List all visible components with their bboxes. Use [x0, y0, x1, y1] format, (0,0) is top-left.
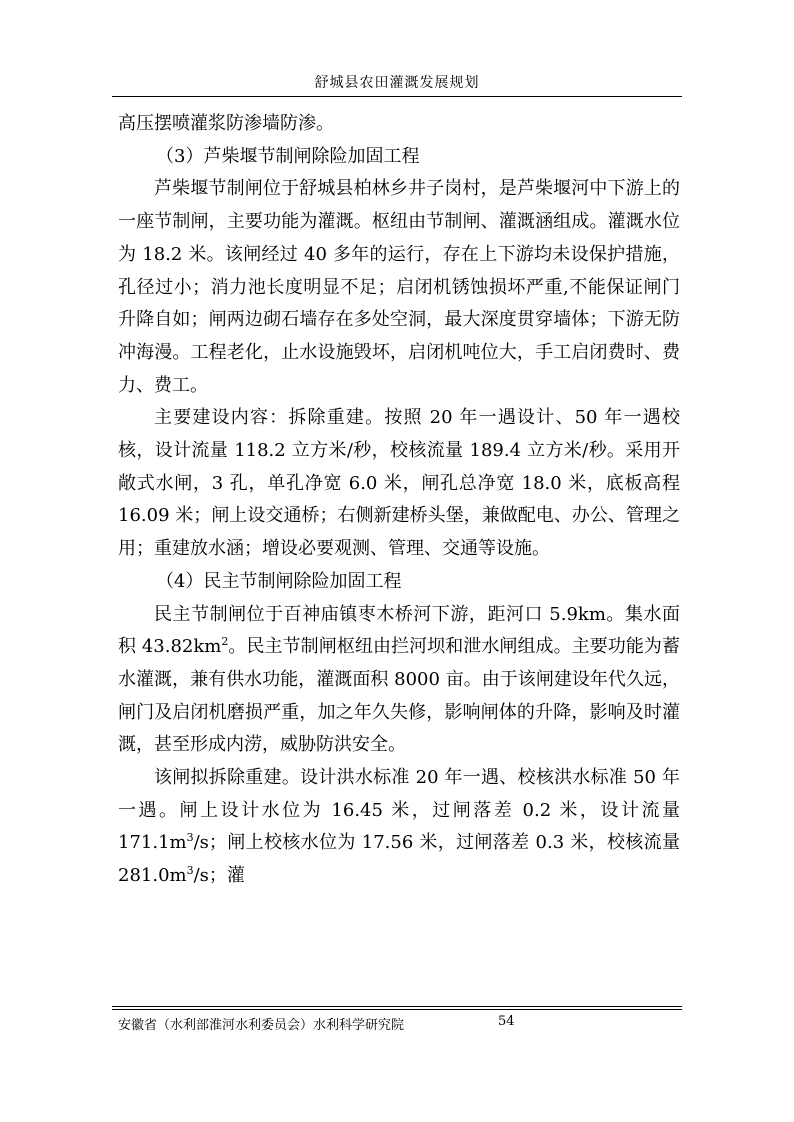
paragraph-lucaiyan-construction: 主要建设内容：拆除重建。按照 20 年一遇设计、50 年一遇校核，设计流量 118.2 立方米/秒，校核流量 189.4 立方米/秒。采用开敞式水闸，3 孔，单孔净宽 6.0 米，闸孔总净宽 18.0 米，底板高程 16.09 米；闸上设交通桥；右侧新建桥头堡，兼做配电、办公、管理之用；重建放水涵；增设必要观测、管理、交通等设施。 — [118, 407, 680, 560]
paragraph-minzhu-construction — [118, 762, 680, 893]
header-divider — [112, 96, 682, 97]
superscript: 3 — [186, 864, 194, 878]
text-run: /s；灌 — [193, 865, 245, 887]
paragraph-minzhu-description — [118, 599, 680, 763]
text-run: /s；闸上校核水位为 17.56 米，过闸落差 0.3 米，校核流量 281.0m — [118, 832, 680, 887]
section-heading-4: （4）民主节制闸除险加固工程 — [156, 570, 402, 592]
paragraph-lucaiyan-description: 芦柴堰节制闸位于舒城县柏林乡井子岗村，是芦柴堰河中下游上的一座节制闸，主要功能为灌溉。枢纽由节制闸、灌溉涵组成。灌溉水位为 18.2 米。该闸经过 40 多年的运行，存在上下游均未设保护措施，孔径过小；消力池长度明显不足；启闭机锈蚀损坏严重,不能保证闸门升降自如；闸两边砌石墙存在多处空洞，最大深度贯穿墙体；下游无防冲海漫。工程老化，止水设施毁坏，启闭机吨位大，手工启闭费时、费力、费工。 — [118, 178, 680, 396]
footer-organization: 安徽省（水利部淮河水利委员会）水利科学研究院 — [118, 1018, 405, 1033]
text-run: 该闸拟拆除重建。设计洪水标准 20 年一遇、校核洪水标准 50 年一遇。闸上设计水位为 16.45 米，过闸落差 0.2 米，设计流量 171.1m — [118, 767, 680, 854]
page-number: 54 — [498, 1014, 515, 1029]
text-run: 民主节制闸位于百神庙镇枣木桥河下游，距河口 5.9km。集水面积 43.82km — [118, 603, 680, 658]
superscript: 3 — [186, 831, 194, 845]
footer-divider-bottom — [112, 1009, 682, 1010]
section-heading-3: （3）芦柴堰节制闸除险加固工程 — [156, 145, 420, 167]
paragraph-continuation: 高压摆喷灌浆防渗墙防渗。 — [118, 113, 334, 134]
footer-divider-top — [112, 1006, 682, 1007]
document-body — [118, 108, 680, 893]
page-header-title: 舒城县农田灌溉发展规划 — [314, 75, 480, 91]
text-run: 。民主节制闸枢纽由拦河坝和泄水闸组成。主要功能为蓄水灌溉，兼有供水功能，灌溉面积 8000 亩。由于该闸建设年代久远，闸门及启闭机磨损严重，加之年久失修，影响闸体的升降，影响及时灌溉，甚至形成内涝，威胁防洪安全。 — [118, 636, 680, 756]
superscript: 2 — [221, 635, 229, 649]
